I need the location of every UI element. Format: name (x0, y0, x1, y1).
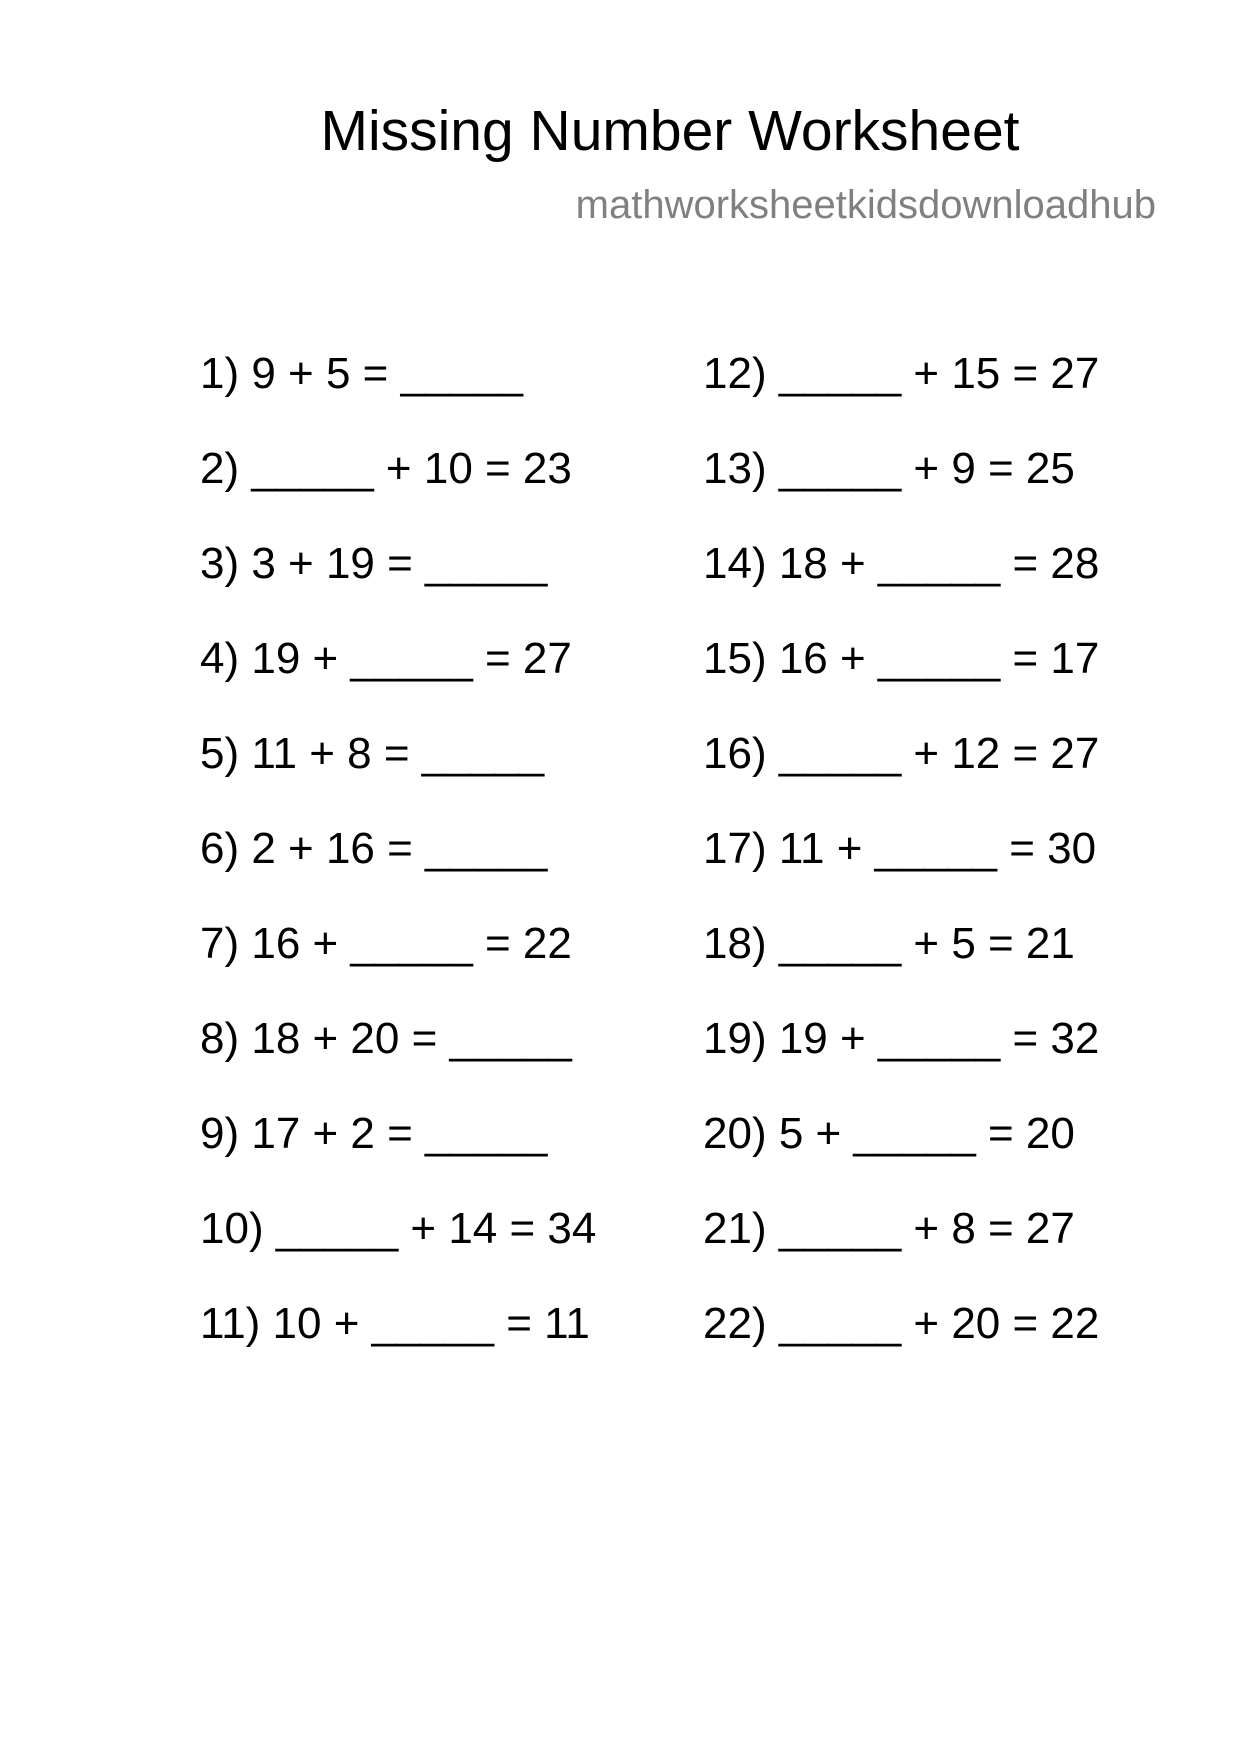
problem-13: 13) _____ + 9 = 25 (703, 444, 1075, 493)
problem-5: 5) 11 + 8 = _____ (200, 729, 545, 778)
problem-7: 7) 16 + _____ = 22 (200, 919, 572, 968)
problem-10: 10) _____ + 14 = 34 (200, 1204, 597, 1253)
problem-18: 18) _____ + 5 = 21 (703, 919, 1075, 968)
problem-16: 16) _____ + 12 = 27 (703, 729, 1100, 778)
problem-8: 8) 18 + 20 = _____ (200, 1014, 572, 1063)
problem-15: 15) 16 + _____ = 17 (703, 634, 1100, 683)
problem-14: 14) 18 + _____ = 28 (703, 539, 1100, 588)
problem-19: 19) 19 + _____ = 32 (703, 1014, 1100, 1063)
problem-21: 21) _____ + 8 = 27 (703, 1204, 1075, 1253)
problem-11: 11) 10 + _____ = 11 (200, 1299, 590, 1348)
worksheet-title: Missing Number Worksheet (320, 99, 1020, 163)
problem-4: 4) 19 + _____ = 27 (200, 634, 572, 683)
worksheet-source-subtitle: mathworksheetkidsdownloadhub (575, 183, 1156, 227)
problem-12: 12) _____ + 15 = 27 (703, 349, 1100, 398)
problem-3: 3) 3 + 19 = _____ (200, 539, 548, 588)
problem-2: 2) _____ + 10 = 23 (200, 444, 572, 493)
problem-column-right (703, 346, 1099, 1391)
problem-20: 20) 5 + _____ = 20 (703, 1109, 1075, 1158)
problem-1: 1) 9 + 5 = _____ (200, 349, 523, 398)
problem-17: 17) 11 + _____ = 30 (703, 824, 1097, 873)
problem-column-left (200, 346, 596, 1391)
problem-22: 22) _____ + 20 = 22 (703, 1299, 1100, 1348)
problem-6: 6) 2 + 16 = _____ (200, 824, 548, 873)
problem-9: 9) 17 + 2 = _____ (200, 1109, 548, 1158)
